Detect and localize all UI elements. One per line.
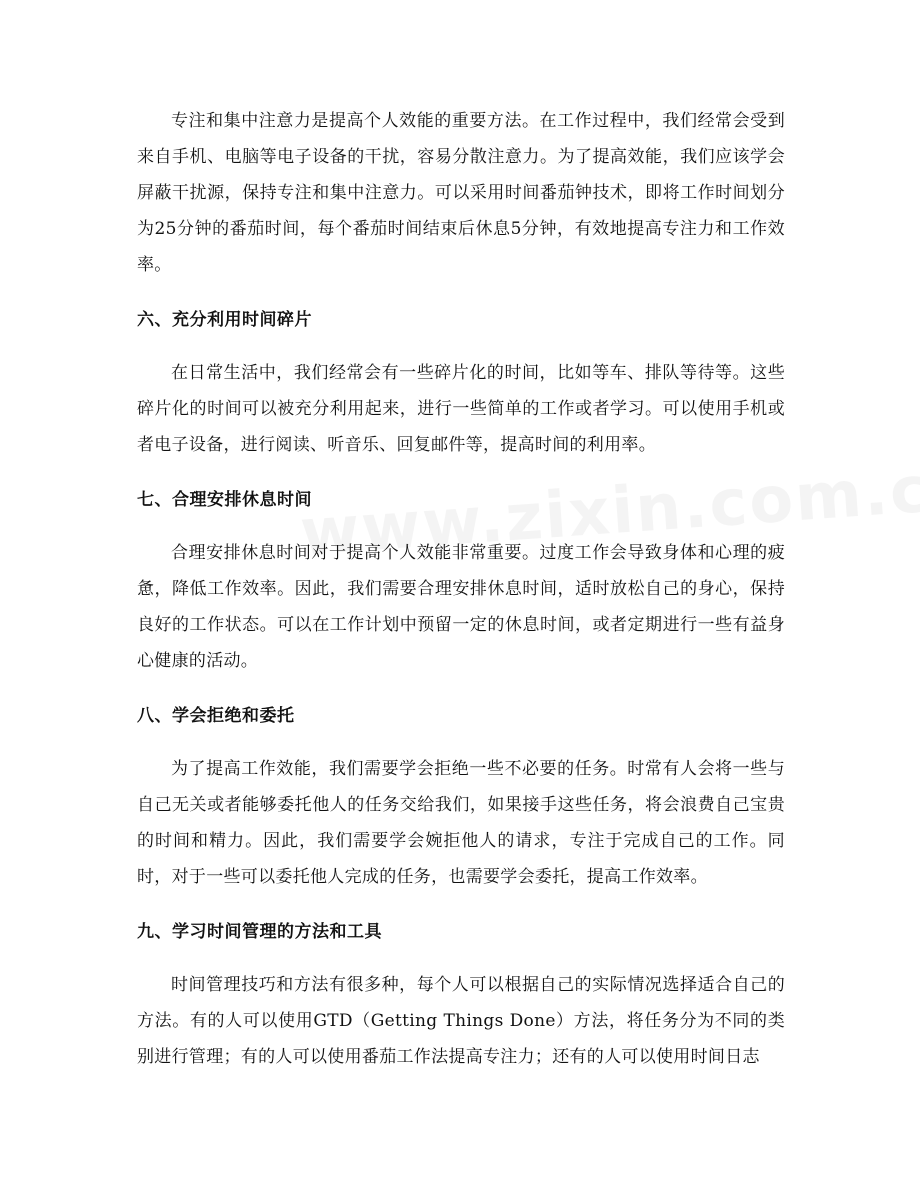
paragraph-time-management-methods: 时间管理技巧和方法有很多种，每个人可以根据自己的实际情况选择适合自己的方法。有的人可以使用GTD（Getting Things Done）方法，将任务分为不同的类别进行管理；有的人可以使用番茄工作法提高专注力；还有的人可以使用时间日志 xyxy=(137,975,785,1067)
heading-section-6: 六、充分利用时间碎片 xyxy=(137,310,312,330)
paragraph-rest-time: 合理安排休息时间对于提高个人效能非常重要。过度工作会导致身体和心理的疲惫，降低工作效率。因此，我们需要合理安排休息时间，适时放松自己的身心，保持良好的工作状态。可以在工作计划中预留一定的休息时间，或者定期进行一些有益身心健康的活动。 xyxy=(137,543,785,671)
paragraph-refuse-delegate: 为了提高工作效能，我们需要学会拒绝一些不必要的任务。时常有人会将一些与自己无关或者能够委托他人的任务交给我们，如果接手这些任务，将会浪费自己宝贵的时间和精力。因此，我们需要学会婉拒他人的请求，专注于完成自己的工作。同时，对于一些可以委托他人完成的任务，也需要学会委托，提高工作效率。 xyxy=(137,759,785,887)
heading-section-7: 七、合理安排休息时间 xyxy=(137,490,312,510)
paragraph-focus: 专注和集中注意力是提高个人效能的重要方法。在工作过程中，我们经常会受到来自手机、电脑等电子设备的干扰，容易分散注意力。为了提高效能，我们应该学会屏蔽干扰源，保持专注和集中注意力。可以采用时间番茄钟技术，即将工作时间划分为25分钟的番茄时间，每个番茄时间结束后休息5分钟，有效地提高专注力和工作效率。 xyxy=(137,111,785,275)
heading-section-8: 八、学会拒绝和委托 xyxy=(137,706,295,726)
paragraph-time-fragments: 在日常生活中，我们经常会有一些碎片化的时间，比如等车、排队等待等。这些碎片化的时间可以被充分利用起来，进行一些简单的工作或者学习。可以使用手机或者电子设备，进行阅读、听音乐、回复邮件等，提高时间的利用率。 xyxy=(137,363,785,455)
document-body xyxy=(137,103,785,1075)
heading-section-9: 九、学习时间管理的方法和工具 xyxy=(137,922,382,942)
